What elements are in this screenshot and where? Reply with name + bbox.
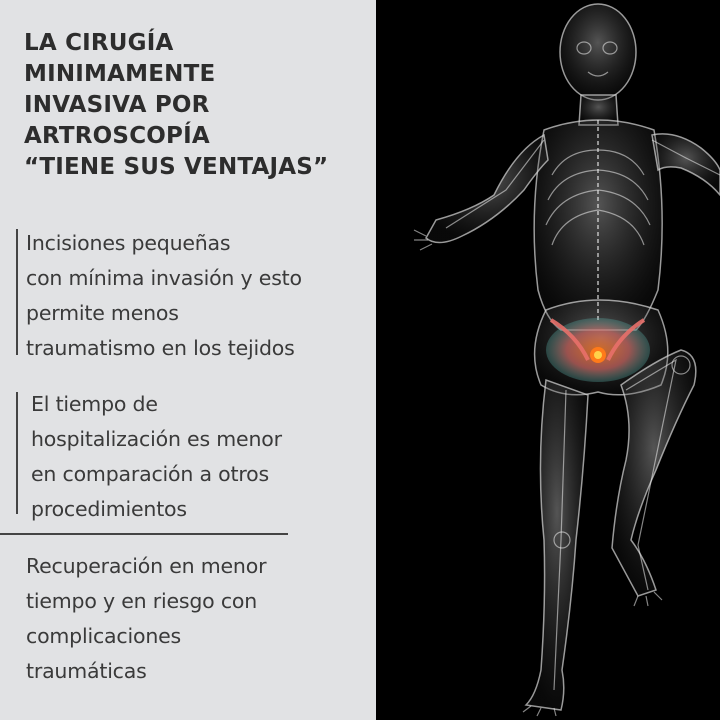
divider-line	[0, 533, 288, 535]
benefit-short-hospitalization: El tiempo de hospitalización es menor en comparación a otros procedimientos	[31, 392, 282, 521]
headline-line: LA CIRUGÍA	[24, 30, 174, 56]
headline-line: ARTROSCOPÍA	[24, 123, 210, 149]
accent-line-vertical	[16, 392, 18, 514]
benefit-faster-recovery: Recuperación en menor tiempo y en riesgo con complicaciones traumáticas	[26, 554, 267, 683]
xray-skeleton-illustration	[376, 0, 720, 720]
headline-line: INVASIVA POR	[24, 92, 210, 118]
headline	[24, 28, 369, 183]
xray-figure-panel	[376, 0, 720, 720]
headline-line: MINIMAMENTE	[24, 61, 216, 87]
headline-line: “TIENE SUS VENTAJAS”	[24, 154, 329, 180]
pelvis-highlight	[546, 318, 650, 382]
accent-line-vertical	[16, 229, 18, 355]
benefit-small-incisions: Incisiones pequeñas con mínima invasión y esto permite menos traumatismo en los tejidos	[26, 231, 302, 360]
